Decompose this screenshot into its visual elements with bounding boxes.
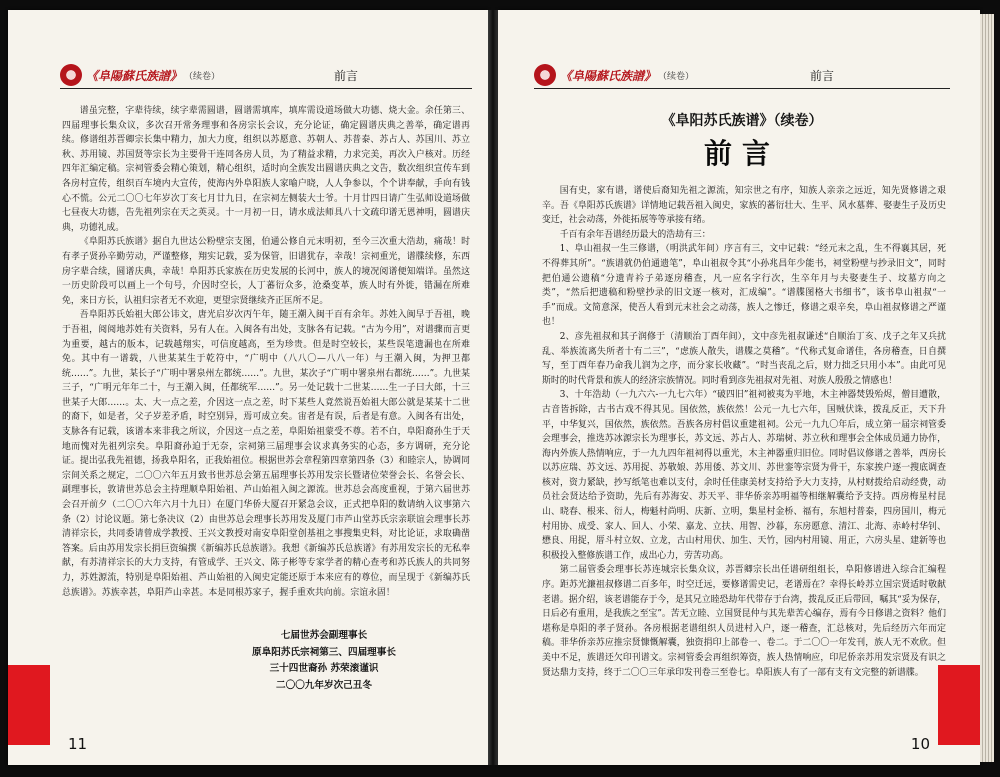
signature-line: 原阜阳苏氏宗祠第三、四届理事长 [252, 646, 396, 658]
right-page [498, 10, 980, 765]
left-page [8, 10, 488, 765]
red-page-tab [8, 665, 50, 745]
header-brand: 《阜陽蘇氏族譜》 [86, 68, 183, 83]
paragraph: 千百有余年吾谱经历最大的浩劫有三： [559, 229, 711, 240]
right-body-text [542, 184, 946, 680]
paragraph: 2、彦先祖叔和其子润修于（清顺治丁酉年间），文中彦先祖叔谦述“自顺治丁亥、戊子之年又兵扰乱、举族流离失所者十有二三”，“虑族人散失，谱牒之莫稽”。“代称式复命谱佳，各房稽查，日自撰写，至丁酉年春乃命我儿润为之序，而分家长收藏”。“时当丧乱之后，财力拙乏只用小本”。由此可见斯时的时代背景和族人的经济宗族情况。同时看到彦先祖叔对先祖、对族人殷殷之情感也！ [542, 331, 946, 386]
book-title: 《阜阳苏氏族谱》（续卷） [661, 113, 823, 129]
signature-line: 七届世苏会副理事长 [280, 630, 368, 641]
preface-title: 前言 [703, 137, 780, 170]
paragraph: 3、十年浩劫（一九六六-一九七六年）“破四旧”祖祠被夷为平地，木主神器焚毁殆烬，僧目遭散，古音皆拆除，古书古戏不得其见。国依然，族依然！公元一九七六年，国贼伏诛，拨乱反正，天下升平，中华复兴，国依然，族依然。吾族各房村倡议重建祖祠。公元一九九〇年后，成立第一届宗祠管委会理事会，推选苏冰源宗长为理事长，苏文远、苏占人、苏瑞树、苏立秋和理事会全体成员通力协作，海内外族人热情响应，于一九九四年祖祠得以重光，木主神器重归旧位。同时倡议修谱之善举，西房长以苏应瑞、苏文远、苏用捉、苏敬娘、苏用倭、苏文川、苏世銮等宗贤为骨干，东家挨户逐一搜底调查核对，资力紧缺，抄写纸笔也难以支付，余时任佳康美材支持给予大力支持，从村财拨给启动经费，动员社会贤达给予资助，先后有苏海安、苏天平、菲华侨亲苏明福等相继解囊给予支持。西房梅星村昆山、晓春、根来、衍人，梅魁村尚明、庆新、立明，集星村金桥、福有，东旭村普泰，四房国川，梅元村用协、成受、家人、回人、小荣、嘉龙、立扶、用智、沙暮，东房愿意、清江、北海、赤岭村华钊、懋良、用捉，厝斗村立奴、立龙，古山村用伏、加生、天竹，园内村用镜、用正，六房头星、建新等也积极投入整修族谱工作，成出心力，劳苦功高。 [542, 390, 946, 561]
signature-line: 三十四世裔孙 苏荣滚谨识 [269, 663, 379, 674]
red-page-tab [938, 665, 980, 745]
page-number: 11 [68, 735, 88, 753]
left-body-text [62, 104, 470, 600]
page-edges [980, 14, 994, 762]
header-brand-sub: （续卷） [184, 71, 221, 82]
book-gutter [488, 10, 498, 765]
paragraph: 吾阜阳苏氏始祖大郎公讳文，唐光启岁次丙午年，随王潮入闽干百有余年。苏姓入闽早于吾祖，晚于吾祖，阅阅地苏姓有关资料，另有人在。入闽各有出处，支脉各有记载。“古为今用”，对谱骤而言更为重要，越古的版本，记载越翔实，可信度越高，至为珍贵。但是时空较长，某些误笔遗漏也在所难免。其中有一谱载，八世某某生于乾符中，“广明中（八八〇—八八一年）与王潮入闽，为押卫都统……”。九世，某长子“广明中署泉州左都统……”。九世，某次子“广明中署泉州右都统……”。九世某三子，“广明元年年二十，与王潮入闽，任都统军……”。另一处记载十二世某……生一子曰大郎，十三世某子大郎……。太、大一点之差，介因这一点之差，时下某些人竟然说吾始祖大郎公就是某某十二世的裔下，如是者，父子岁差矛盾，时空别异，焉可成立矣。宙者是有误，后者是有意。入闽各有出处，支脉各有记载，该谱本来非我之所议，介因这一点之差，阜阳始祖蒙受不尊。若不白，阜阳裔孙生于天地而愧对先祖列宗矣。阜阳裔孙迫于无奈，宗祠第三届理事会议求真务实的心态，多方调研，充分论证。提出弘我先祖德，扬我阜阳名，正我始祖位。根据世苏会章程第四章第四条（3）和睦宗人，协调同宗间关系之规定，二〇〇六年五月致书世苏总会第五届理事长苏用发宗长暨诸位荣誉会长、名誉会长、副理事长，敦请世苏总会主持理顺阜阳始祖、芦山始祖入闽之源流。世苏总会高度重视，于第六届世苏会召开前夕（二〇〇六年六月十九日）在厦门华侨大厦召开紧急会议，正式把阜阳的数请纳入议事第六条（2）讨论议题。第七条决议（2）由世苏总会理事长苏用发及厦门市芦山堂苏氏宗亲联谊会理事长苏清祥宗长，共同委请曾成学教授、王兴文教授对南安阜阳堂创基祖之事搜集史料，对比论证，求取确凿答案。后由苏用发宗长捐巨资编撰《新编苏氏总族谱》。我想《新编苏氏总族谱》有苏用发宗长的无私奉献，有苏清祥宗长的大力支持，有管成学、王兴文、陈子彬等专家学者的精心查考和苏氏族人的共同努力，苏姓源流，特别是阜阳始祖、芦山始祖的入闽史定能还原于本来应有的尊位，而呈现于《新编苏氏总族谱》。苏族幸甚，阜阳芦山幸甚。本是同根苏家子，握手重欢共向前。宗谊永固！ [62, 310, 470, 598]
paragraph: 国有史，家有谱，谱使后裔知先祖之源流，知宗世之有序，知族人亲亲之远近，知先贤修谱之艰辛。吾《阜阳苏氏族谱》详情地记载吾祖入闽史，家族的蕃衍壮大、生平、风水墓葬、娶妻生子及历史变迁，社会动荡，外徙拓展等等承接有绪。 [542, 186, 946, 226]
header-rule [534, 88, 950, 89]
signature-line: 二〇〇九年岁次己丑冬 [276, 679, 372, 691]
paragraph: 谱虽完整，字辈待续，续字辈需圆谱，圆谱需填库，填库需设道场做大功德、烧大金。余任第三、四届理事长集众议，多次召开常务理事和各房宗长会议，充分论证，确定圆谱庆典之善举，确定谱再续。修谱组苏晋卿宗长集中精力，加大力度，组织以苏愿意、苏朝人、苏普泰、苏占人、苏国川、苏立秋、苏用镜、苏国贤等宗长为主要骨干连同各房人员，为了精益求精，力求完美，再次入户核对。历经四年汇编定稿。宗祠管委会精心策划，精心组织，适时向全族发出圆谱庆典之文告，数次组织宣传车到各房村宣传，组织百车境内大宣传，使海内外阜阳族人家喻户晓，人人争参以，个个讲奉献，手向有钱心不慌。公元二〇〇七年岁次丁亥七月廿九日，在宗祠左侧装大士爷。十月廿四日请广生弘师设道场做七昼夜大功德，告先祖列宗在天之英灵。十一月初一日，请水成法师具八十文疏印谱无恩神明，圆谱庆典，功德礼成。 [62, 106, 470, 233]
page-header [60, 62, 472, 88]
clan-logo-icon [60, 64, 82, 86]
header-section-title: 前言 [810, 68, 835, 83]
paragraph: 第二届管委会理事长苏连城宗长集众议，苏晋卿宗长出任谱研组组长，阜阳修谱进入综合汇编程序。距苏光濂祖叔修谱二百多年，时空迁远，要修谱需史记，老谱焉在？幸得长岭苏立国宗贤适时敬献老谱。据介绍，该老谱能存于今，是其兄立睦恐劫年代带存于台湾，拨乱反正后带回，嘱其“妥为保存，日后必有重用，是我族之至宝”。苦无立睦、立国贤昆仲与其先辈苦心编存，焉有今日修谱之资料？他们堪称是阜阳的孝子贤孙。各房根据老谱组织人员进村入户，逐一稽查，汇总核对，先后经历六年而定稿。菲华侨亲苏应推宗贤慷慨解囊，独资捐印上部卷一、卷二。于二〇〇一年发刊，族人无不欢欣。但美中不足，族谱还欠印刊谱文。宗祠管委会再组织筹资，族人热情响应，印尼侨亲苏用发宗贤及有识之贤达鼎力支持，终于二〇〇三年承印发刊卷三至卷七。阜阳族人有了一部有支有文完整的新谱牒。 [542, 565, 946, 678]
header-brand-sub: （续卷） [658, 71, 695, 82]
paragraph: 1、阜山祖叔一生三修谱，（明洪武年间）序言有三，文中记载：“经元末之乱，生不得襄其居，死不得葬其所”。“族谱就仍伯通遗笔”，阜山祖叔令其“小孙兆昌年少能书，祠堂粉壁与抄录旧文”，同时把伯通公遗稿“分遗青衿子弟逐房稽查，凡一应名字行次，生卒年月与夫娶妻生子、坟墓方向之类”，“然后把遗稿和粉壁抄录的旧文逐一核对，汇成编”。“谱牒图格大书细书”，该书阜山祖叔“一手”而成。文简意深，使吾人看到元末社会之动荡，族人之惨迁，修谱之艰辛矣，阜山祖叔修谱之严谨也！ [542, 244, 946, 328]
clan-logo-icon [534, 64, 556, 86]
header-rule [60, 88, 472, 89]
page-number: 10 [910, 735, 930, 753]
paragraph: 《阜阳苏氏族谱》据自九世达公粉壁宗支图，伯通公修自元末明初，至今三次重大浩劫，痛哉！时有孝子贤孙辛勤劳动，严谨整修，翔实记载，妥为保管，旧谱犹存，幸哉！宗祠重光，谱牒续修，东西房字辈合续，圆谱庆典，幸哉！阜阳苏氏家族在历史发展的长河中，族人的境况阅谱便知端详。虽然这一历史阶段可以画上一个句号，介因时空长，人丁蕃衍众多，沧桑变革，族人时有外徙，错漏在所难免，来日方长，认祖归宗者无不欢迎，更望宗贤继续齐正匡所不足。 [62, 237, 470, 306]
header-section-title: 前言 [334, 68, 359, 83]
page-header [534, 62, 950, 88]
header-brand: 《阜陽蘇氏族譜》 [560, 68, 657, 83]
signature-block [204, 628, 444, 694]
